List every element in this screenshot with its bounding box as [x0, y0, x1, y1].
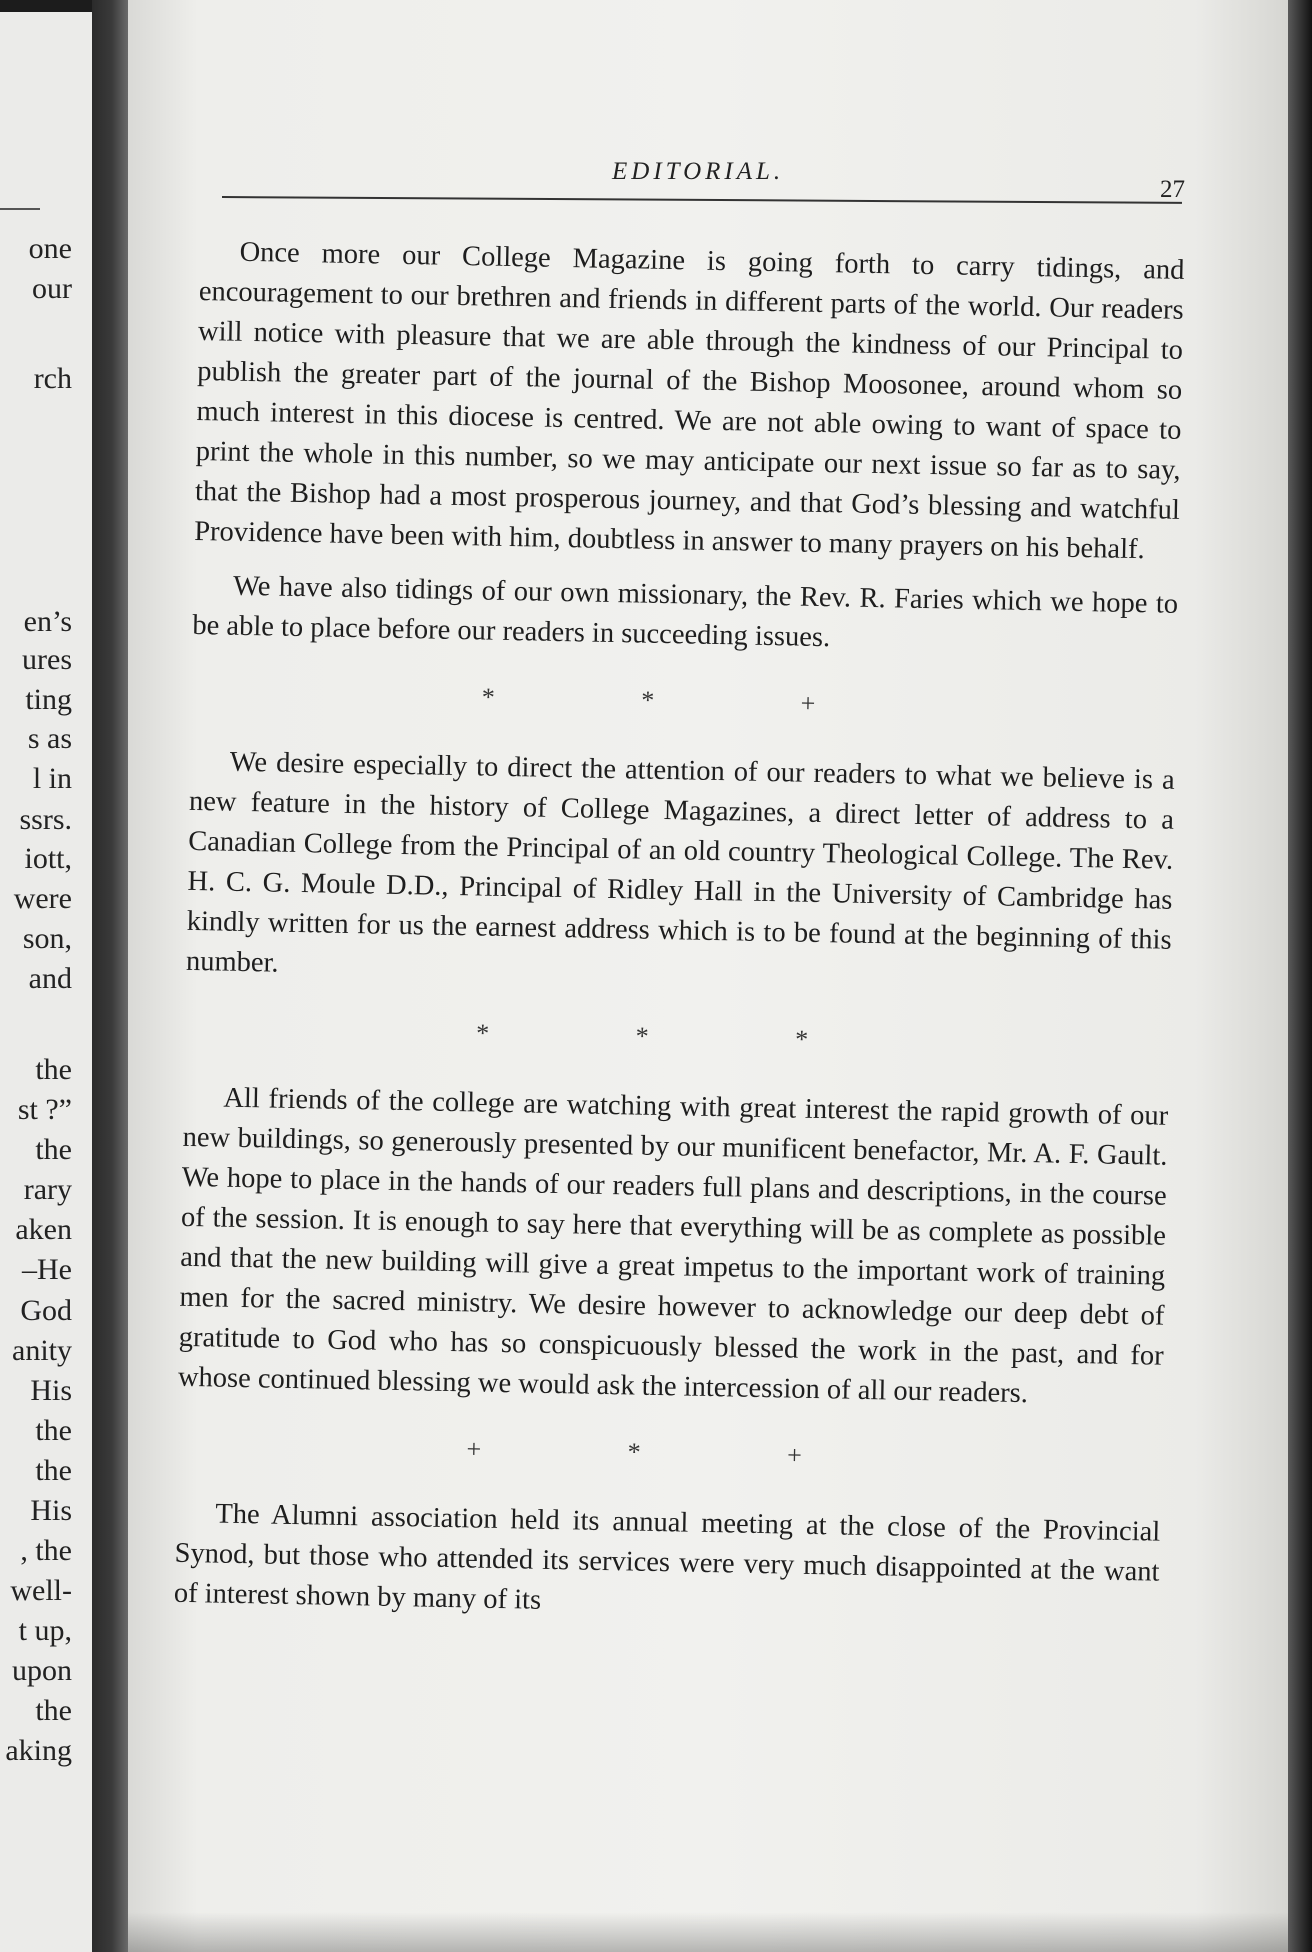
left-page-line: s as — [27, 722, 72, 755]
left-page-line: His — [30, 1374, 72, 1407]
left-page-line: st ?” — [17, 1093, 72, 1126]
left-page-line: upon — [12, 1654, 72, 1687]
left-page-line: l in — [32, 762, 72, 795]
left-page-line: rch — [33, 362, 72, 395]
left-page-line: , the — [20, 1534, 72, 1567]
paragraph: We have also tidings of our own missionary, the Rev. R. Faries which we hope to be able to place before our readers in succeeding issues. — [192, 570, 1179, 654]
left-page-line: rary — [23, 1173, 72, 1206]
left-page-line: the — [35, 1414, 72, 1447]
left-page-rule — [0, 208, 40, 210]
section-divider: + * + — [466, 1434, 873, 1472]
left-page-line: the — [35, 1133, 72, 1166]
page-edge — [1288, 0, 1312, 1952]
left-page-line: our — [32, 272, 72, 305]
left-page-line: en’s — [23, 605, 72, 638]
left-page-line: ssrs. — [19, 803, 72, 836]
left-page-line: –He — [22, 1253, 72, 1286]
paragraph: We desire especially to direct the attention of our readers to what we believe is a new feature in the history of College Magazines, a direct letter of address to a Canadian College from the Principal of an old country Theological College. The Rev. H. C. G. Moule D.D., Principal of Ridley Hall in the University of Cambridge has kindly written for us the earnest address which is to be found at the beginning of this number. — [185, 746, 1175, 979]
left-page-line: God — [20, 1294, 72, 1327]
left-page-line: ting — [25, 683, 72, 716]
left-page-line: His — [30, 1494, 72, 1527]
left-page-line: son, — [22, 922, 72, 955]
paragraph: All friends of the college are watching with great interest the rapid growth of our new buildings, so generously presented by our munificent benefactor, Mr. A. F. Gault. We hope to place in the hands of our readers full plans and descriptions, in the course of the session. It is enough to say here that everything will be as complete as possible and that the new building will give a great impetus to the important work of training men for the sacred ministry. We desire however to acknowledge our deep debt of gratitude to God who has so conspicuously blessed the work in the past, and for whose continued blessing we would ask the intercession of all our readers. — [177, 1082, 1169, 1410]
book-gutter — [92, 0, 128, 1952]
left-page-line: and — [28, 962, 72, 995]
section-divider: * * * — [475, 1018, 879, 1056]
left-page-line: anity — [12, 1334, 72, 1367]
left-page-line: were — [13, 882, 72, 915]
left-page-line: aken — [15, 1213, 72, 1246]
left-page-line: well- — [10, 1574, 72, 1607]
left-page-line: iott, — [24, 842, 72, 875]
left-page-line: aking — [5, 1734, 72, 1767]
paragraph: The Alumni association held its annual meeting at the close of the Provincial Synod, but those who attended its services were very much disappointed at the want of interest shown by many of its — [173, 1498, 1161, 1616]
left-page-line: t up, — [18, 1614, 72, 1647]
page-number: 27 — [1160, 176, 1185, 203]
left-page-line: the — [35, 1053, 72, 1086]
running-header: EDITORIAL. — [612, 158, 785, 185]
paragraph: Once more our College Magazine is going forth to carry tidings, and encouragement to our brethren and friends in different parts of the world. Our readers will notice with pleasure that we are able through the kindness of our Principal to publish the greater part of the journal of the Bishop Moosonee, around whom so much interest in this diocese is centred. We are not able owing to want of space to print the whole in this number, so we may anticipate our next issue so far as to say, that the Bishop had a most prosperous journey, and that God’s blessing and watchful Providence have been with him, doubtless in answer to many prayers on his behalf. — [193, 236, 1185, 566]
left-page-line: one — [28, 232, 72, 265]
left-page-fragment — [0, 12, 92, 1952]
left-page-line: the — [35, 1454, 72, 1487]
editorial-body — [173, 232, 1184, 1633]
left-page-line: the — [35, 1694, 72, 1727]
section-divider: * * + — [481, 682, 886, 720]
left-page-line: ures — [22, 643, 72, 676]
